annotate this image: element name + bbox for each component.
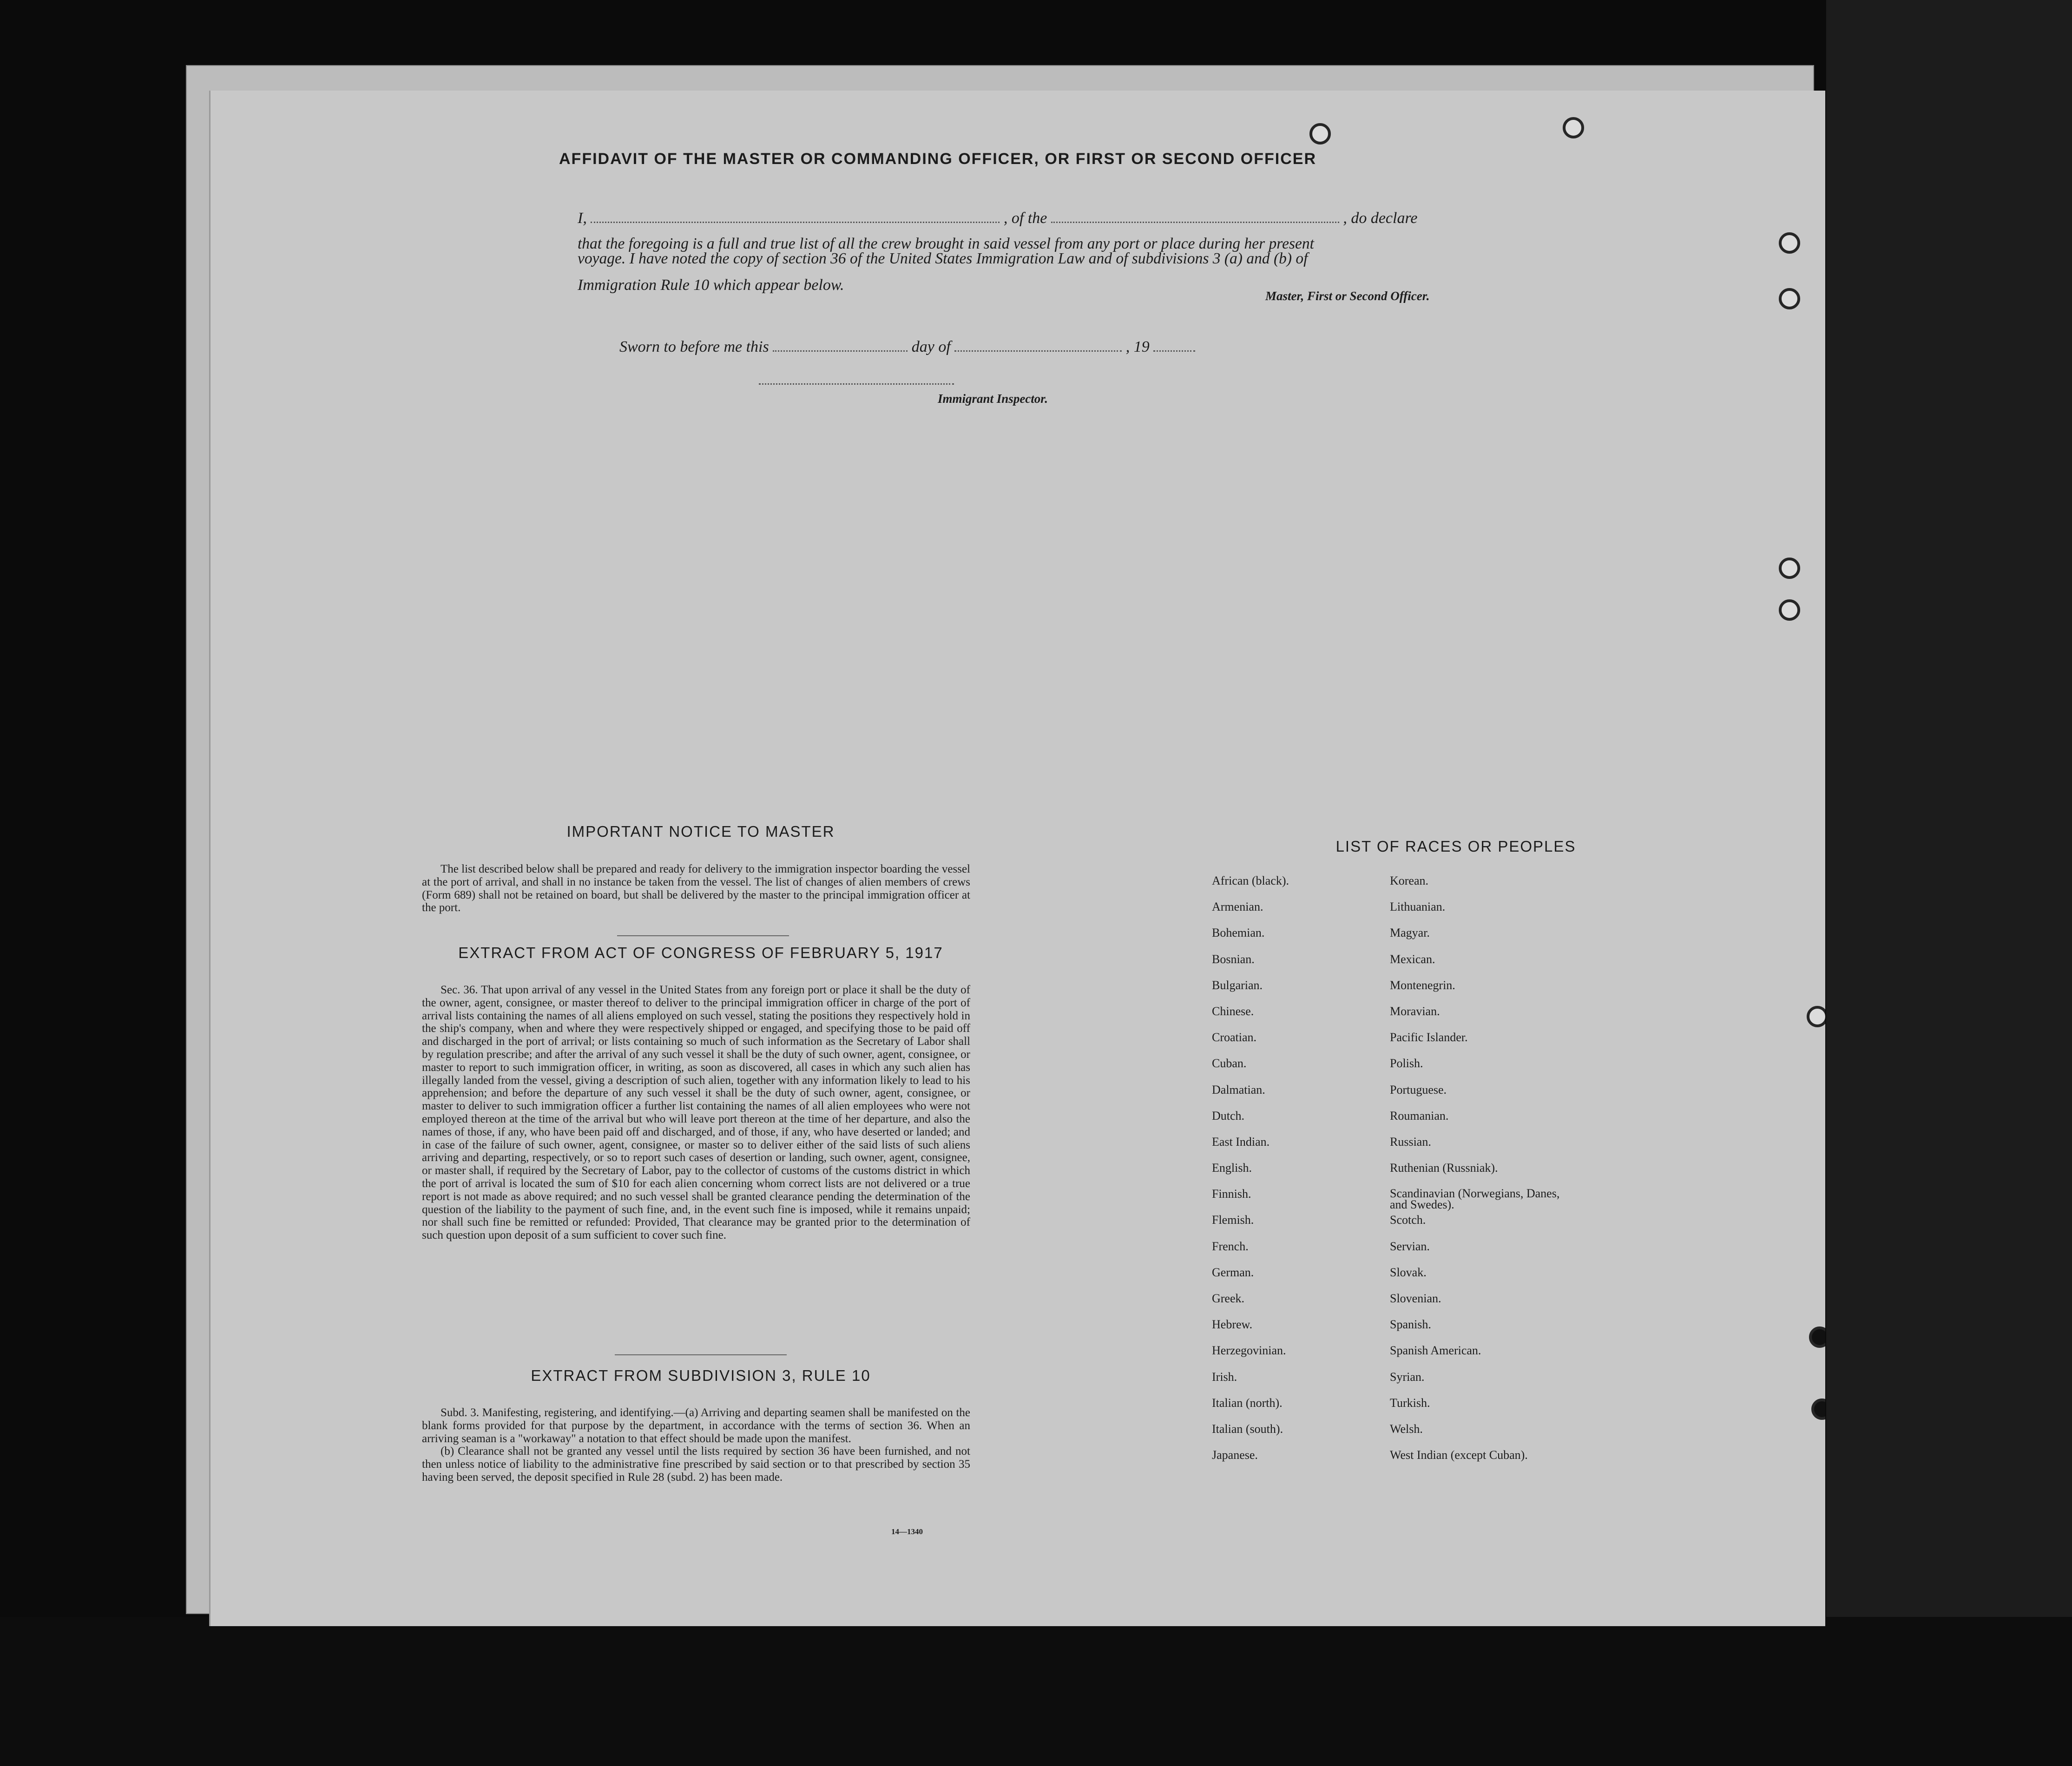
section-36-paragraph: Sec. 36. That upon arrival of any vessel in the United States from any foreign port or place it shall be the duty of the owner, agent, consignee, or master thereof to deliver to the principal immigration officer in charge of the port of arrival lists containing the names of all aliens employed on such vessel, stating the positions they respectively hold in the ship's company, when and where they were respectively shipped or engaged, and specifying those to be paid off and discharged in the port of arrival; or lists containing so much of such information as the Secretary of Labor shall by regulation prescribe; and after the arrival of any such vessel it shall be the duty of such owner, agent, consignee, or master to report to such immigration officer, in writing, as soon as discovered, all cases in which any such alien has illegally landed from the vessel, giving a description of such alien, together with any information likely to lead to his apprehension; and before the departure of any such vessel it shall be the duty of such owner, agent, consignee, or master to deliver to such immigration officer a further list containing the names of all alien employees who were not employed thereon at the time of the arrival but who will leave port thereon at the time of her departure, and also the names of those, if any, who have been paid off and discharged, and of those, if any, who have deserted or landed; and in case of the failure of such owner, agent, consignee, or master so to deliver either of the said lists of such aliens arriving and departing, respectively, or so to report such cases of desertion or landing, such owner, agent, consignee, or master shall, if required by the Secretary of Labor, pay to the collector of customs of the customs district in which the port of arrival is located the sum of $10 for each alien concerning whom correct lists are not delivered or a true report is not made as above required; and no such vessel shall be granted clearance pending the determination of the question of the liability to the payment of such fine, and, in the event such fine is imposed, while it remains unpaid; nor shall such fine be remitted or refunded: Provided, That clearance may be granted prior to the determination of such question upon deposit of a sum sufficient to cover such fine. (422, 984, 970, 1242)
subdivision-a-paragraph: Subd. 3. Manifesting, registering, and identifying.—(a) Arriving and departing seamen shall be manifested on the blank forms provided for that purpose by the department, in accordance with the terms of section 36. When an arriving seaman is a "workaway" a notation to that effect should be made upon the manifest. (422, 1406, 970, 1445)
name-blank (591, 221, 1000, 223)
notice-body (422, 863, 970, 914)
race-item: Armenian. (1212, 900, 1263, 914)
day-blank (773, 350, 908, 352)
race-item: Flemish. (1212, 1213, 1254, 1227)
race-item: Mexican. (1390, 952, 1435, 966)
affidavit-line1-start: I, (578, 210, 587, 227)
affidavit-line-2: that the foregoing is a full and true list of all the crew brought in said vessel from any port or place during her present (578, 235, 1314, 252)
race-item: Irish. (1212, 1370, 1237, 1384)
punch-hole (1779, 288, 1800, 309)
punch-hole (1811, 1398, 1825, 1420)
races-column-1 (1212, 875, 1289, 1475)
inspector-signature-line (759, 383, 954, 385)
race-item: Dutch. (1212, 1109, 1245, 1123)
race-item: Montenegrin. (1390, 978, 1455, 992)
race-item: Chinese. (1212, 1004, 1254, 1018)
extract-act-title: EXTRACT FROM ACT OF CONGRESS OF FEBRUARY 5, 1917 (458, 944, 943, 961)
vessel-blank (1051, 221, 1339, 223)
race-item: German. (1212, 1265, 1254, 1279)
race-item: French. (1212, 1239, 1249, 1253)
sworn-line (619, 339, 1195, 355)
race-item: Spanish American. (1390, 1344, 1481, 1358)
race-item: Japanese. (1212, 1448, 1258, 1462)
race-item: Ruthenian (Russniak). (1390, 1161, 1498, 1175)
race-item: East Indian. (1212, 1135, 1270, 1149)
sworn-end: , 19 (1125, 338, 1150, 355)
divider (615, 1354, 787, 1355)
race-item: African (black). (1212, 874, 1289, 887)
notice-paragraph: The list described below shall be prepared and ready for delivery to the immigration inspector boarding the vessel at the port of arrival, and shall in no instance be taken from the vessel. The list of changes of alien members of crews (Form 689) shall not be retained on board, but shall be delivered by the master to the principal immigration officer at the port. (422, 863, 970, 914)
affidavit-line-4: Immigration Rule 10 which appear below. (578, 276, 844, 294)
form-number: 14—1340 (891, 1527, 923, 1536)
scan-frame-right (1826, 0, 2072, 1766)
notice-title: IMPORTANT NOTICE TO MASTER (566, 823, 835, 840)
sworn-mid: day of (911, 338, 951, 355)
affidavit-line-3: voyage. I have noted the copy of section 36 of the United States Immigration Law and of subdivisions 3 (a) and (b) of (578, 250, 1308, 267)
race-item: Bosnian. (1212, 952, 1255, 966)
race-item: Slovak. (1390, 1265, 1427, 1279)
race-item: Bohemian. (1212, 926, 1265, 940)
punch-hole (1779, 599, 1800, 621)
race-item: Herzegovinian. (1212, 1344, 1286, 1358)
extract-rule-body (422, 1406, 970, 1484)
race-item: Finnish. (1212, 1187, 1251, 1201)
race-item: Welsh. (1390, 1422, 1423, 1436)
race-item: Scotch. (1390, 1213, 1426, 1227)
punch-hole (1309, 123, 1331, 144)
document-page (209, 91, 1825, 1626)
race-item: Scandinavian (Norwegians, Danes, and Swedes). (1390, 1187, 1560, 1212)
race-item: Italian (south). (1212, 1422, 1283, 1436)
subdivision-b-paragraph: (b) Clearance shall not be granted any vessel until the lists required by section 36 have been furnished, and not then unless notice of liability to the administrative fine prescribed by said section or to that prescribed by section 35 having been served, the deposit specified in Rule 28 (subd. 2) has been made. (422, 1445, 970, 1484)
divider (617, 935, 789, 936)
affidavit-declaration-line (578, 210, 1418, 226)
race-item: Turkish. (1390, 1396, 1430, 1410)
punch-hole (1809, 1326, 1825, 1348)
race-item: Portuguese. (1390, 1083, 1447, 1096)
affidavit-line1-end: , do declare (1343, 210, 1418, 227)
punch-hole (1563, 117, 1584, 138)
punch-hole (1779, 232, 1800, 254)
month-blank (954, 350, 1122, 352)
inspector-caption: Immigrant Inspector. (938, 392, 1048, 406)
race-item: Slovenian. (1390, 1292, 1441, 1305)
affidavit-line1-mid: , of the (1003, 210, 1047, 227)
race-item: Magyar. (1390, 926, 1430, 940)
race-item: Dalmatian. (1212, 1083, 1265, 1096)
scan-frame-bottom (0, 1617, 2072, 1766)
races-column-2 (1390, 875, 1566, 1475)
race-item: Roumanian. (1390, 1109, 1449, 1123)
race-item: Croatian. (1212, 1031, 1257, 1044)
punch-hole (1779, 558, 1800, 579)
race-item: Polish. (1390, 1057, 1423, 1070)
race-item: Hebrew. (1212, 1318, 1253, 1332)
race-item: Spanish. (1390, 1318, 1431, 1332)
sworn-start: Sworn to before me this (619, 338, 769, 355)
master-signature-caption: Master, First or Second Officer. (1265, 289, 1430, 303)
extract-rule-title: EXTRACT FROM SUBDIVISION 3, RULE 10 (531, 1367, 871, 1384)
races-title: LIST OF RACES OR PEOPLES (1335, 838, 1576, 855)
race-item: Moravian. (1390, 1004, 1440, 1018)
race-item: Servian. (1390, 1239, 1430, 1253)
race-item: Russian. (1390, 1135, 1431, 1149)
race-item: Greek. (1212, 1292, 1245, 1305)
punch-hole (1807, 1006, 1825, 1027)
race-item: Korean. (1390, 874, 1429, 887)
race-item: Italian (north). (1212, 1396, 1283, 1410)
affidavit-title: AFFIDAVIT OF THE MASTER OR COMMANDING OFFICER, OR FIRST OR SECOND OFFICER (559, 150, 1316, 168)
race-item: Syrian. (1390, 1370, 1425, 1384)
race-item: Lithuanian. (1390, 900, 1446, 914)
race-item: West Indian (except Cuban). (1390, 1448, 1528, 1462)
race-item: Pacific Islander. (1390, 1031, 1468, 1044)
race-item: English. (1212, 1161, 1252, 1175)
race-item: Bulgarian. (1212, 978, 1263, 992)
extract-act-body (422, 984, 970, 1242)
year-blank (1153, 350, 1195, 352)
race-item: Cuban. (1212, 1057, 1247, 1070)
